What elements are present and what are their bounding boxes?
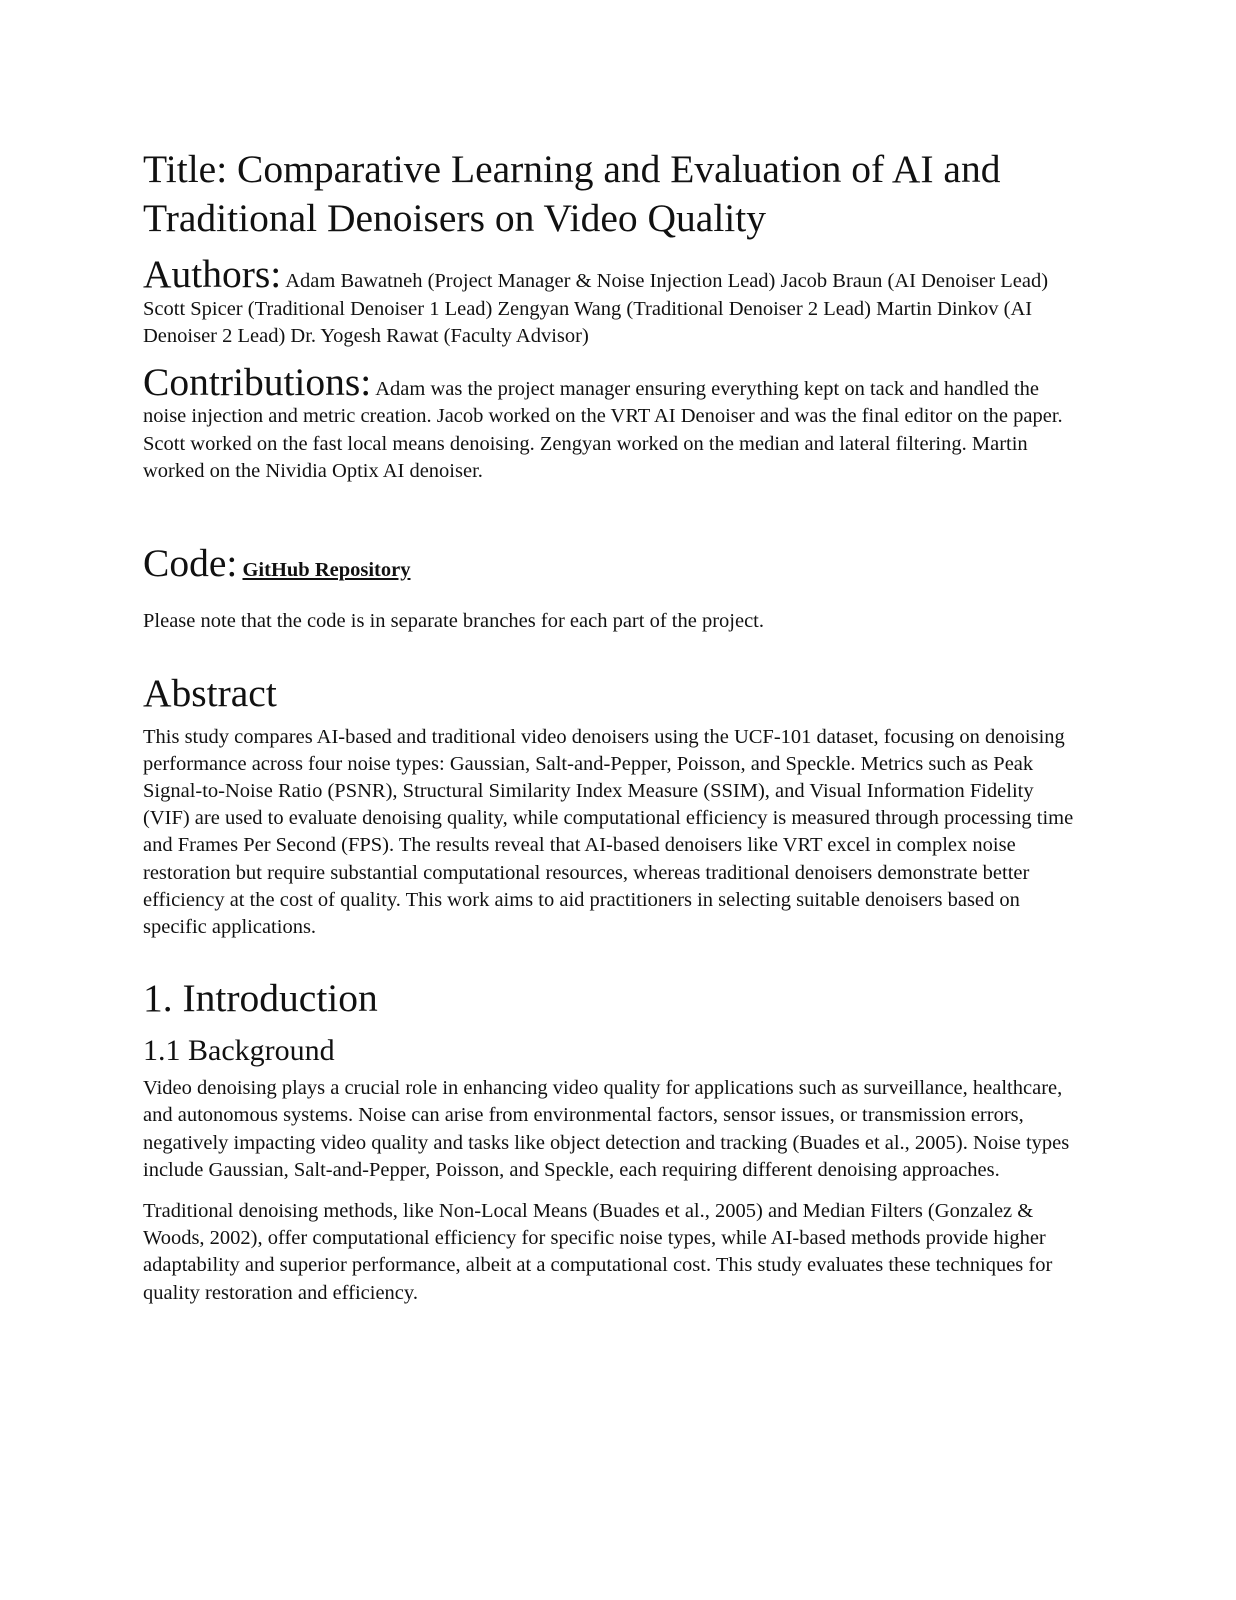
abstract-heading: Abstract xyxy=(143,670,277,715)
contributions-text: Adam was the project manager ensuring everything kept on tack and handled the noise injection and metric creation. Jacob worked on the VRT AI Denoiser and was the final editor on the paper. Scott worked on the fast local means denoising. Zengyan worked on the median and lateral filtering. Martin worked on the Nividia Optix AI denoiser. xyxy=(143,377,1063,482)
code-note: Please note that the code is in separate branches for each part of the project. xyxy=(143,610,764,632)
contributions-block xyxy=(143,359,1078,486)
authors-block xyxy=(143,252,1078,351)
background-heading: 1.1 Background xyxy=(143,1034,335,1068)
code-block xyxy=(143,540,1078,585)
background-paragraph: Video denoising plays a crucial role in enhancing video quality for applications such as surveillance, healthcare, and autonomous systems. Noise can arise from environmental factors, sensor issues, or transmission errors, negatively impacting video quality and tasks like object detection and tracking (Buades et al., 2005). Noise types include Gaussian, Salt-and-Pepper, Poisson, and Speckle, each requiring different denoising approaches. xyxy=(143,1077,1070,1181)
background-paragraph: Traditional denoising methods, like Non-Local Means (Buades et al., 2005) and Median Filters (Gonzalez & Woods, 2002), offer computational efficiency for specific noise types, while AI-based methods provide higher adaptability and superior performance, albeit at a computational cost. This study evaluates these techniques for quality restoration and efficiency. xyxy=(143,1199,1053,1304)
page-content xyxy=(143,145,1078,1321)
paper-title: Title: Comparative Learning and Evaluation of AI and Traditional Denoisers on Video Quality xyxy=(143,147,1001,240)
authors-label: Authors: xyxy=(143,252,282,296)
contributions-label: Contributions: xyxy=(143,359,372,404)
abstract-text: This study compares AI-based and traditional video denoisers using the UCF-101 dataset, focusing on denoising performance across four noise types: Gaussian, Salt-and-Pepper, Poisson, and Speckle. Metrics such as Peak Signal-to-Noise Ratio (PSNR), Structural Similarity Index Measure (SSIM), and Visual Information Fidelity (VIF) are used to evaluate denoising quality, while computational efficiency is measured through processing time and Frames Per Second (FPS). The results reveal that AI-based denoisers like VRT excel in complex noise restoration but require substantial computational resources, whereas traditional denoisers demonstrate better efficiency at the cost of quality. This work aims to aid practitioners in selecting suitable denoisers based on specific applications. xyxy=(143,725,1074,938)
authors-text: Adam Bawatneh (Project Manager & Noise Injection Lead) Jacob Braun (AI Denoiser Lead) Scott Spicer (Traditional Denoiser 1 Lead) Zengyan Wang (Traditional Denoiser 2 Lead) Martin Dinkov (AI Denoiser 2 Lead) Dr. Yogesh Rawat (Faculty Advisor) xyxy=(143,270,1049,347)
code-label: Code: xyxy=(143,540,238,585)
github-repository-link[interactable]: GitHub Repository xyxy=(242,558,411,581)
introduction-heading: 1. Introduction xyxy=(143,976,378,1021)
